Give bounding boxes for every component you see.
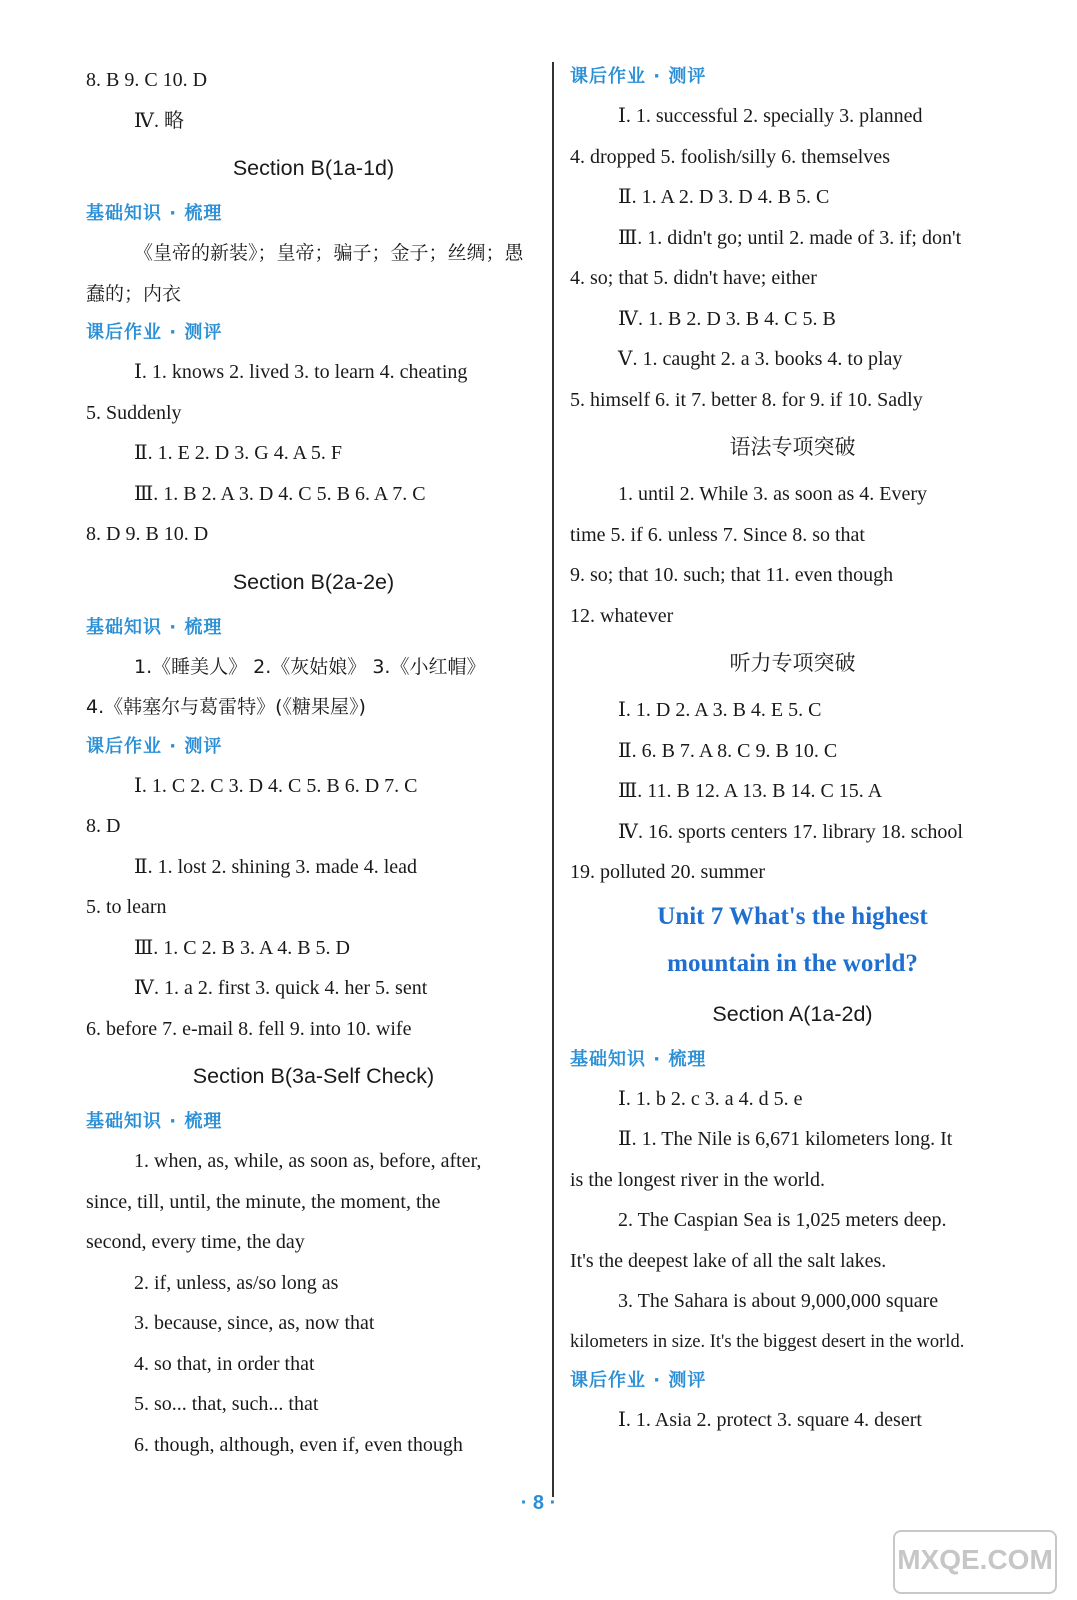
answer-line: 4. so; that 5. didn't have; either — [570, 267, 817, 289]
watermark-logo: MXQE.COM — [893, 1530, 1057, 1594]
unit-title: Unit 7 What's the highest — [657, 902, 928, 930]
answer-line: kilometers in size. It's the biggest desert in the world. — [570, 1331, 965, 1352]
answer-line: 4. so that, in order that — [134, 1352, 315, 1375]
answer-line: Ⅲ. 11. B 12. A 13. B 14. C 15. A — [618, 780, 883, 802]
answer-line: Ⅰ. 1. b 2. c 3. a 4. d 5. e — [618, 1087, 803, 1110]
right-column — [570, 58, 1015, 1441]
subheading: 课后作业 · 测评 — [86, 322, 223, 343]
answer-line: 12. whatever — [570, 604, 674, 627]
section-title: 听力专项突破 — [729, 651, 856, 675]
answer-line: since, till, until, the minute, the moment, the — [86, 1190, 441, 1213]
answer-line: Ⅳ. 略 — [134, 109, 184, 132]
answer-line: 蠢的；内衣 — [86, 282, 182, 305]
answer-line: 19. polluted 20. summer — [570, 861, 765, 883]
section-title: Section B(1a-1d) — [232, 156, 395, 180]
subheading: 课后作业 · 测评 — [86, 735, 223, 757]
unit-title: mountain in the world? — [667, 949, 918, 977]
answer-line: Ⅳ. 16. sports centers 17. library 18. school — [618, 820, 963, 843]
answer-line: Ⅲ. 1. C 2. B 3. A 4. B 5. D — [134, 936, 350, 959]
page-number: · 8 · — [520, 1492, 557, 1514]
answer-line: Ⅰ. 1. knows 2. lived 3. to learn 4. cheating — [134, 361, 468, 383]
section-title: Section A(1a-2d) — [712, 1001, 873, 1026]
answer-line: Ⅱ. 1. E 2. D 3. G 4. A 5. F — [134, 442, 343, 464]
answer-line: Ⅰ. 1. D 2. A 3. B 4. E 5. C — [618, 699, 822, 721]
answer-line: 3. The Sahara is about 9,000,000 square — [618, 1290, 939, 1312]
answer-line: Ⅳ. 1. a 2. first 3. quick 4. her 5. sent — [134, 977, 428, 999]
answer-line: Ⅲ. 1. didn't go; until 2. made of 3. if; don't — [618, 226, 962, 249]
section-title: Section B(3a-Self Check) — [192, 1064, 435, 1088]
section-title: 语法专项突破 — [729, 435, 856, 459]
answer-line: 5. so... that, such... that — [134, 1393, 319, 1415]
left-column — [86, 58, 541, 1465]
answer-line: Ⅴ. 1. caught 2. a 3. books 4. to play — [618, 348, 903, 370]
answer-line: Ⅳ. 1. B 2. D 3. B 4. C 5. B — [618, 307, 836, 330]
answer-line: 9. so; that 10. such; that 11. even though — [570, 564, 894, 586]
subheading: 基础知识 · 梳理 — [570, 1048, 707, 1070]
answer-line: 2. if, unless, as/so long as — [134, 1271, 339, 1294]
answer-line: Ⅲ. 1. B 2. A 3. D 4. C 5. B 6. A 7. C — [134, 482, 426, 505]
answer-line: It's the deepest lake of all the salt lakes. — [570, 1249, 887, 1272]
answer-line: 6. though, although, even if, even though — [134, 1433, 463, 1456]
answer-line: Ⅰ. 1. Asia 2. protect 3. square 4. desert — [618, 1409, 922, 1431]
subheading: 基础知识 · 梳理 — [86, 616, 223, 638]
answer-line: Ⅱ. 1. A 2. D 3. D 4. B 5. C — [618, 186, 830, 208]
answer-line: 1. when, as, while, as soon as, before, after, — [134, 1150, 482, 1172]
answer-line: Ⅱ. 6. B 7. A 8. C 9. B 10. C — [618, 739, 838, 762]
answer-line: 3. because, since, as, now that — [134, 1312, 375, 1334]
answer-line: 6. before 7. e-mail 8. fell 9. into 10. wife — [86, 1017, 412, 1040]
subheading: 课后作业 · 测评 — [570, 1370, 707, 1391]
answer-line: 5. to learn — [86, 896, 167, 918]
answer-line: 8. B 9. C 10. D — [86, 69, 208, 91]
answer-line: 《皇帝的新装》；皇帝；骗子；金子；丝绸；愚 — [134, 242, 524, 264]
answer-line: 1.《睡美人》 2.《灰姑娘》 3.《小红帽》 — [134, 655, 486, 678]
answer-line: Ⅱ. 1. lost 2. shining 3. made 4. lead — [134, 855, 418, 878]
column-divider — [552, 62, 554, 1497]
answer-line: is the longest river in the world. — [570, 1168, 825, 1191]
subheading: 基础知识 · 梳理 — [86, 203, 223, 224]
answer-line: Ⅱ. 1. The Nile is 6,671 kilometers long. It — [618, 1128, 953, 1150]
answer-line: 5. himself 6. it 7. better 8. for 9. if 10. Sadly — [570, 388, 923, 411]
answer-line: Ⅰ. 1. C 2. C 3. D 4. C 5. B 6. D 7. C — [134, 774, 418, 797]
answer-line: second, every time, the day — [86, 1231, 305, 1253]
subheading: 基础知识 · 梳理 — [86, 1111, 223, 1132]
answer-line: 4. dropped 5. foolish/silly 6. themselves — [570, 145, 890, 168]
answer-line: 1. until 2. While 3. as soon as 4. Every — [618, 483, 928, 505]
section-title: Section B(2a-2e) — [232, 569, 395, 594]
answer-line: 5. Suddenly — [86, 401, 182, 424]
answer-line: 8. D 9. B 10. D — [86, 523, 209, 545]
answer-line: Ⅰ. 1. successful 2. specially 3. planned — [618, 105, 923, 127]
subheading: 课后作业 · 测评 — [570, 66, 707, 87]
answer-line: 8. D — [86, 815, 121, 837]
answer-line: 4.《韩塞尔与葛雷特》(《糖果屋》) — [86, 696, 366, 718]
answer-line: 2. The Caspian Sea is 1,025 meters deep. — [618, 1209, 947, 1231]
answer-line: time 5. if 6. unless 7. Since 8. so that — [570, 523, 865, 546]
